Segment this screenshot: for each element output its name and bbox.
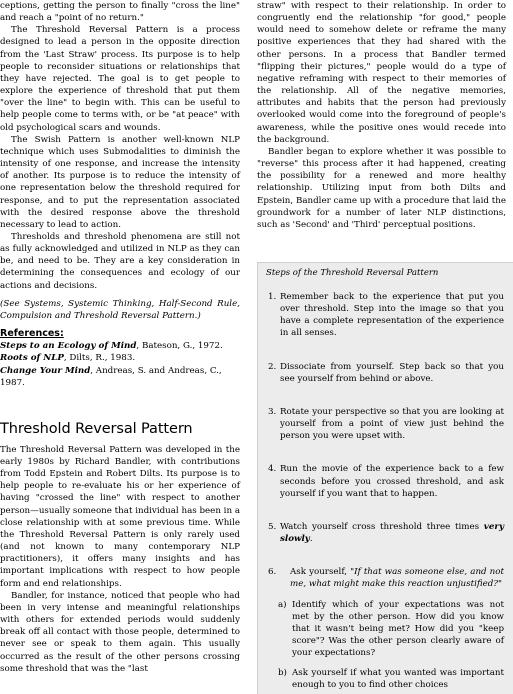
substep-number: b)	[278, 668, 287, 679]
section-heading: Threshold Reversal Pattern	[0, 420, 193, 437]
reference-title: Steps to an Ecology of Mind	[0, 341, 137, 352]
paragraph: Thresholds and threshold phenomena are still not as fully acknowledged and utilized in NLP as they can be, and need to be. They are a key consideration in determining the consequences and ecology of our actions and decisions.	[0, 231, 240, 291]
see-also-note: (See Systems, Systemic Thinking, Half-Second Rule, Compulsion and Threshold Reversal Pattern.)	[0, 298, 240, 321]
steps-list	[258, 291, 513, 692]
step-item: 1. Remember back to the experience that put you over threshold. Step into the image so that you have a complete representation of the experience in all senses.	[268, 292, 504, 339]
step-item: 3. Rotate your perspective so that you are looking at yourself from a point of view just behind the person you were upset with.	[268, 406, 504, 442]
right-column	[257, 0, 506, 231]
left-column	[0, 0, 240, 675]
references-list	[0, 340, 240, 389]
paragraph: The Threshold Reversal Pattern is a process designed to lead a person in the opposite direction from the 'Last Straw' process. Its purpose is to help people to reconsider situations or relationships that they have rejected. The goal is to get people to explore the experience of threshold that put them "over the line" to begin with. This can be useful to help people come to terms with, or be "at peace" with old psychological scars and wounds.	[0, 25, 240, 133]
reference-item: Change Your Mind, Andreas, S. and Andreas, C., 1987.	[0, 365, 222, 388]
paragraph: The Threshold Reversal Pattern was developed in the early 1980s by Richard Bandler, with contributions from Todd Epstein and Robert Dilts. Its purpose is to help people to re-evaluate his or her experience of having "crossed the line" with respect to another person—usually someone that individual has been in a close relationship with at some previous time. While the Threshold Reversal Pattern is only rarely used (and not known to many contemporary NLP practitioners), it offers many insights and has important implications with respect to how people form and end relationships.	[0, 444, 240, 589]
reference-title: Change Your Mind	[0, 365, 91, 376]
substep-number: a)	[278, 599, 287, 610]
step-number: 1.	[268, 292, 277, 302]
step-item: 4. Run the movie of the experience back to a few seconds before you crossed threshold, and ask yourself if you want that to happen.	[268, 464, 504, 499]
references-heading: References:	[0, 328, 64, 340]
reference-title: Roots of NLP	[0, 353, 64, 364]
steps-sidebar-box	[257, 262, 513, 694]
reference-item: Steps to an Ecology of Mind, Bateson, G., 1972.	[0, 341, 223, 352]
emphasis: "If that was someone else, and not me, what might make this reaction unjustified?"	[290, 567, 505, 590]
paragraph: The Swish Pattern is another well-known NLP technique which uses Submodalities to diminish the intensity of one response, and increase the intensity of another. Its purpose is to reduce the intensity of one representation below the threshold required for response, and to put the representation associated with the desired response above the threshold necessary to lead to action.	[0, 134, 240, 230]
paragraph: straw" with respect to their relationship. In order to congruently end the relationship "for good," people would need to somehow delete or reframe the many positive experiences that they had shared with the other persons. In a process that Bandler termed "flipping their pictures," people would do a type of negative reframing with respect to their memories of the relationship. All of the negative memories, attributes and habits that the person had previously overlooked would come into the foreground of people's awareness, while the positive ones would recede into the background.	[257, 1, 506, 145]
substep-item: b) Ask yourself if what you wanted was important enough to you to find other choices	[278, 668, 504, 691]
paragraph: Bandler began to explore whether it was possible to "reverse" this process after it had happened, creating the possibility for a renewed and more healthy relationship. Utilizing input from both Dilts and Epstein, Bandler came up with a procedure that laid the groundwork for a number of later NLP distinctions, such as 'Second' and 'Third' perceptual positions.	[257, 146, 506, 230]
steps-box-title: Steps of the Threshold Reversal Pattern	[266, 268, 439, 278]
step-number: 6.	[268, 567, 277, 578]
step-item: 5. Watch yourself cross threshold three times very slowly.	[268, 521, 504, 545]
step-number: 4.	[268, 464, 277, 475]
step-number: 5.	[268, 521, 277, 532]
step-item: 2. Dissociate from yourself. Step back so that you see yourself from behind or above.	[268, 361, 504, 384]
paragraph: ceptions, getting the person to finally "cross the line" and reach a "point of no return."	[0, 1, 240, 24]
paragraph: Bandler, for instance, noticed that people who had been in very intense and meaningful relationships with others for extended periods would suddenly break off all contact with those people, determined to never see or speak to them again. This usually occurred as the result of the other persons crossing some threshold that was the "last	[0, 590, 240, 674]
reference-item: Roots of NLP, Dilts, R., 1983.	[0, 353, 136, 364]
step-item: 6. Ask yourself, "If that was someone else, and not me, what might make this reaction unjustified?"	[268, 567, 505, 590]
emphasis: very slowly	[280, 521, 504, 545]
step-number: 3.	[268, 406, 277, 417]
step-number: 2.	[268, 361, 277, 372]
substep-item: a) Identify which of your expectations was not met by the other person. How did you know that it wasn't being met? How did you "keep score"? Was the other person clearly aware of your expectations?	[278, 599, 504, 659]
